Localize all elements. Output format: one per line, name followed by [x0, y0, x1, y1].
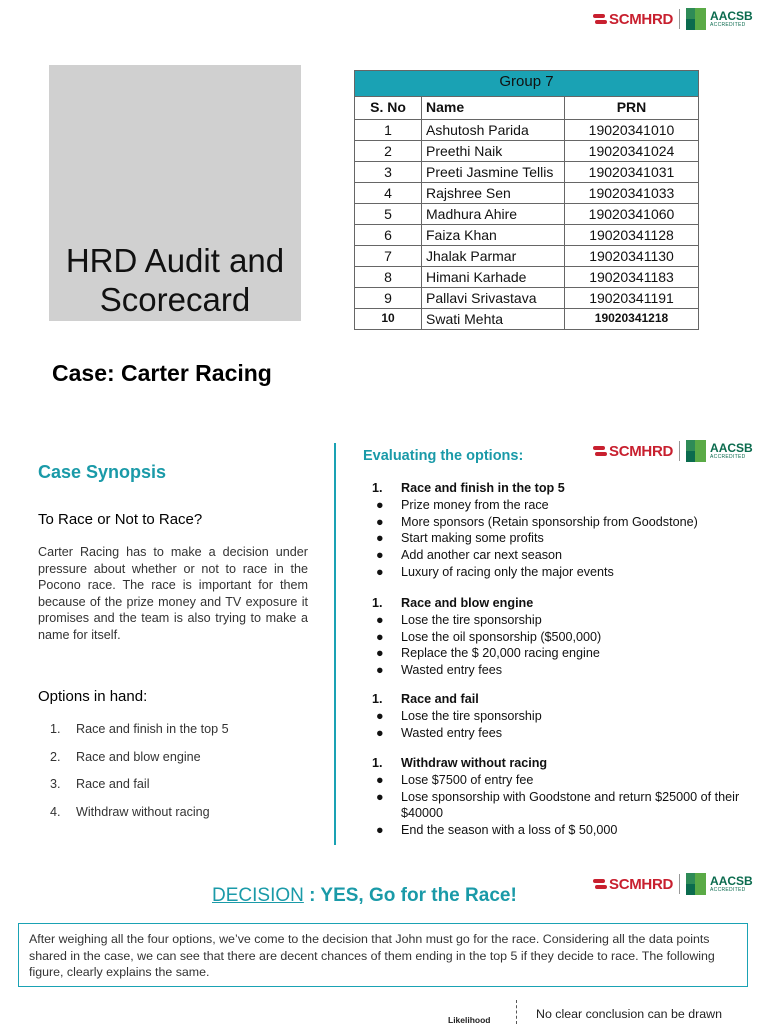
list-item	[372, 708, 752, 725]
eval-heading: Race and finish in the top 5	[401, 481, 565, 495]
cell-prn: 19020341218	[565, 309, 699, 330]
title-card	[49, 65, 301, 321]
bullet-text: Lose sponsorship with Goodstone and return $25000 of their $40000	[401, 789, 740, 821]
cell-sno: 8	[355, 267, 422, 288]
option-label: Race and blow engine	[76, 749, 201, 764]
bullet-icon: ●	[376, 789, 384, 804]
evaluating-title: Evaluating the options:	[363, 448, 524, 464]
cell-name: Jhalak Parmar	[422, 246, 565, 267]
cell-name: Madhura Ahire	[422, 204, 565, 225]
cell-sno: 6	[355, 225, 422, 246]
synopsis-title: Case Synopsis	[38, 462, 167, 482]
bullet-text: More sponsors (Retain sponsorship from Goodstone)	[401, 514, 698, 529]
bullet-text: Wasted entry fees	[401, 663, 503, 678]
bullet-icon: ●	[376, 772, 384, 787]
group-table-title: Group 7	[355, 71, 699, 97]
cell-prn: 19020341128	[565, 225, 699, 246]
eval-group-1	[372, 480, 752, 581]
list-item	[372, 822, 752, 839]
cell-sno: 2	[355, 141, 422, 162]
option-label: Race and finish in the top 5	[76, 722, 229, 736]
option-label: Race and fail	[76, 777, 150, 791]
cell-prn: 19020341183	[565, 267, 699, 288]
table-header-prn: PRN	[565, 97, 699, 120]
table-row	[355, 309, 699, 330]
eval-num: 1.	[372, 481, 383, 495]
bullet-icon: ●	[376, 531, 384, 546]
list-item	[372, 789, 752, 823]
list-item	[372, 725, 752, 742]
cell-sno: 7	[355, 246, 422, 267]
list-item	[372, 497, 752, 514]
table-row	[355, 267, 699, 288]
bullet-text: Replace the $ 20,000 racing engine	[401, 646, 600, 661]
cell-name: Pallavi Srivastava	[422, 288, 565, 309]
figure-dashed-line	[516, 1000, 517, 1024]
list-item	[372, 564, 752, 581]
aacsb-accredited-text: ACCREDITED	[710, 454, 746, 460]
scmhrd-logo	[593, 11, 673, 28]
scmhrd-logo	[593, 443, 673, 460]
eval-group-3	[372, 691, 752, 741]
bullet-text: Wasted entry fees	[401, 725, 503, 740]
cell-sno: 1	[355, 120, 422, 141]
aacsb-logo-mark	[686, 440, 706, 462]
table-row	[355, 141, 699, 162]
cell-name: Ashutosh Parida	[422, 120, 565, 141]
bullet-icon: ●	[376, 514, 384, 529]
list-item	[372, 547, 752, 564]
table-row	[355, 246, 699, 267]
list-item: 2. Race and blow engine	[50, 750, 229, 778]
cell-sno: 4	[355, 183, 422, 204]
scmhrd-logo	[593, 876, 673, 893]
cell-name: Preeti Jasmine Tellis	[422, 162, 565, 183]
bullet-icon: ●	[376, 629, 384, 644]
table-row	[355, 204, 699, 225]
bullet-icon: ●	[376, 612, 384, 627]
eval-heading: Race and blow engine	[401, 596, 534, 610]
bullet-icon: ●	[376, 564, 384, 579]
scmhrd-logo-text: SCMHRD	[609, 875, 674, 893]
eval-num: 1.	[372, 756, 383, 770]
cell-name: Rajshree Sen	[422, 183, 565, 204]
list-item: 3. Race and fail	[50, 777, 229, 805]
scmhrd-aacsb-logo	[593, 6, 753, 32]
bullet-text: End the season with a loss of $ 50,000	[401, 823, 618, 838]
cell-name: Himani Karhade	[422, 267, 565, 288]
eval-num: 1.	[372, 596, 383, 610]
aacsb-logo-text: AACSB	[710, 874, 753, 888]
bullet-icon: ●	[376, 497, 384, 512]
aacsb-logo-text: AACSB	[710, 441, 753, 455]
group-table	[354, 70, 699, 330]
list-item	[372, 530, 752, 547]
table-row	[355, 183, 699, 204]
list-item	[372, 772, 752, 789]
table-header-sno: S. No	[355, 97, 422, 120]
option-label: Withdraw without racing	[76, 804, 210, 819]
list-item	[372, 612, 752, 629]
bullet-icon: ●	[376, 725, 384, 740]
options-title: Options in hand:	[38, 688, 148, 705]
case-title: Case: Carter Racing	[52, 360, 272, 386]
list-item: 1. Race and finish in the top 5	[50, 722, 229, 750]
cell-prn: 19020341024	[565, 141, 699, 162]
no-conclusion-label: No clear conclusion can be drawn	[536, 1007, 722, 1021]
cell-prn: 19020341031	[565, 162, 699, 183]
cell-sno: 10	[355, 309, 422, 330]
aacsb-logo-text: AACSB	[710, 9, 753, 23]
cell-sno: 9	[355, 288, 422, 309]
bullet-text: Add another car next season	[401, 548, 563, 563]
cell-prn: 19020341130	[565, 246, 699, 267]
list-item	[372, 629, 752, 646]
bullet-text: Lose the tire sponsorship	[401, 612, 542, 627]
cell-sno: 5	[355, 204, 422, 225]
eval-num: 1.	[372, 692, 383, 706]
synopsis-subtitle: To Race or Not to Race?	[38, 511, 203, 528]
decision-label: DECISION	[212, 885, 304, 906]
bullet-text: Lose the oil sponsorship ($500,000)	[401, 629, 602, 644]
scmhrd-aacsb-logo-2	[593, 438, 753, 464]
bullet-icon: ●	[376, 663, 384, 678]
table-row	[355, 120, 699, 141]
eval-heading: Withdraw without racing	[401, 756, 548, 770]
list-item	[372, 662, 752, 679]
eval-heading: Race and fail	[401, 692, 479, 706]
cell-sno: 3	[355, 162, 422, 183]
list-item: 4. Withdraw without racing	[50, 805, 229, 833]
bullet-icon: ●	[376, 708, 384, 723]
bullet-text: Start making some profits	[401, 531, 544, 546]
options-list	[50, 722, 229, 832]
decision-heading	[212, 885, 517, 907]
aacsb-logo-mark	[686, 8, 706, 30]
cell-prn: 19020341010	[565, 120, 699, 141]
bullet-icon: ●	[376, 823, 384, 838]
scmhrd-aacsb-logo-3	[593, 871, 753, 897]
decision-text-box: After weighing all the four options, we’ve come to the decision that John must go for the race. Considering all the data points shared in the case, we can see that there are decent chances of them ending in the top 5 if they decide to race. The following figure, clearly explains the same.	[18, 923, 748, 987]
cell-name: Swati Mehta	[422, 309, 565, 330]
bullet-text: Luxury of racing only the major events	[401, 564, 614, 579]
table-row	[355, 288, 699, 309]
cell-prn: 19020341060	[565, 204, 699, 225]
eval-group-4	[372, 755, 752, 839]
cell-prn: 19020341191	[565, 288, 699, 309]
scmhrd-logo-text: SCMHRD	[609, 10, 674, 28]
decision-verdict: : YES, Go for the Race!	[303, 885, 517, 906]
vertical-divider	[334, 443, 336, 845]
bullet-text: Lose $7500 of entry fee	[401, 772, 534, 787]
aacsb-accredited-text: ACCREDITED	[710, 887, 746, 893]
aacsb-logo-mark	[686, 873, 706, 895]
bullet-icon: ●	[376, 646, 384, 661]
bullet-text: Lose the tire sponsorship	[401, 708, 542, 723]
list-item	[372, 514, 752, 531]
aacsb-accredited-text: ACCREDITED	[710, 22, 746, 28]
eval-group-2	[372, 595, 752, 679]
title-line-2: Scorecard	[99, 281, 251, 318]
list-item	[372, 645, 752, 662]
cell-prn: 19020341033	[565, 183, 699, 204]
title-card-text	[49, 241, 301, 319]
cell-name: Faiza Khan	[422, 225, 565, 246]
likelihood-label: Likelihood	[448, 1015, 491, 1025]
title-line-1: HRD Audit and	[65, 242, 285, 279]
bullet-text: Prize money from the race	[401, 497, 549, 512]
synopsis-paragraph: Carter Racing has to make a decision under pressure about whether or not to race in the Pocono race. The race is important for them because of the prize money and TV exposure it promises and the team is also trying to make a name for itself.	[38, 545, 308, 642]
table-header-name: Name	[422, 97, 565, 120]
table-row	[355, 225, 699, 246]
scmhrd-logo-text: SCMHRD	[609, 442, 674, 460]
cell-name: Preethi Naik	[422, 141, 565, 162]
bullet-icon: ●	[376, 548, 384, 563]
table-row	[355, 162, 699, 183]
